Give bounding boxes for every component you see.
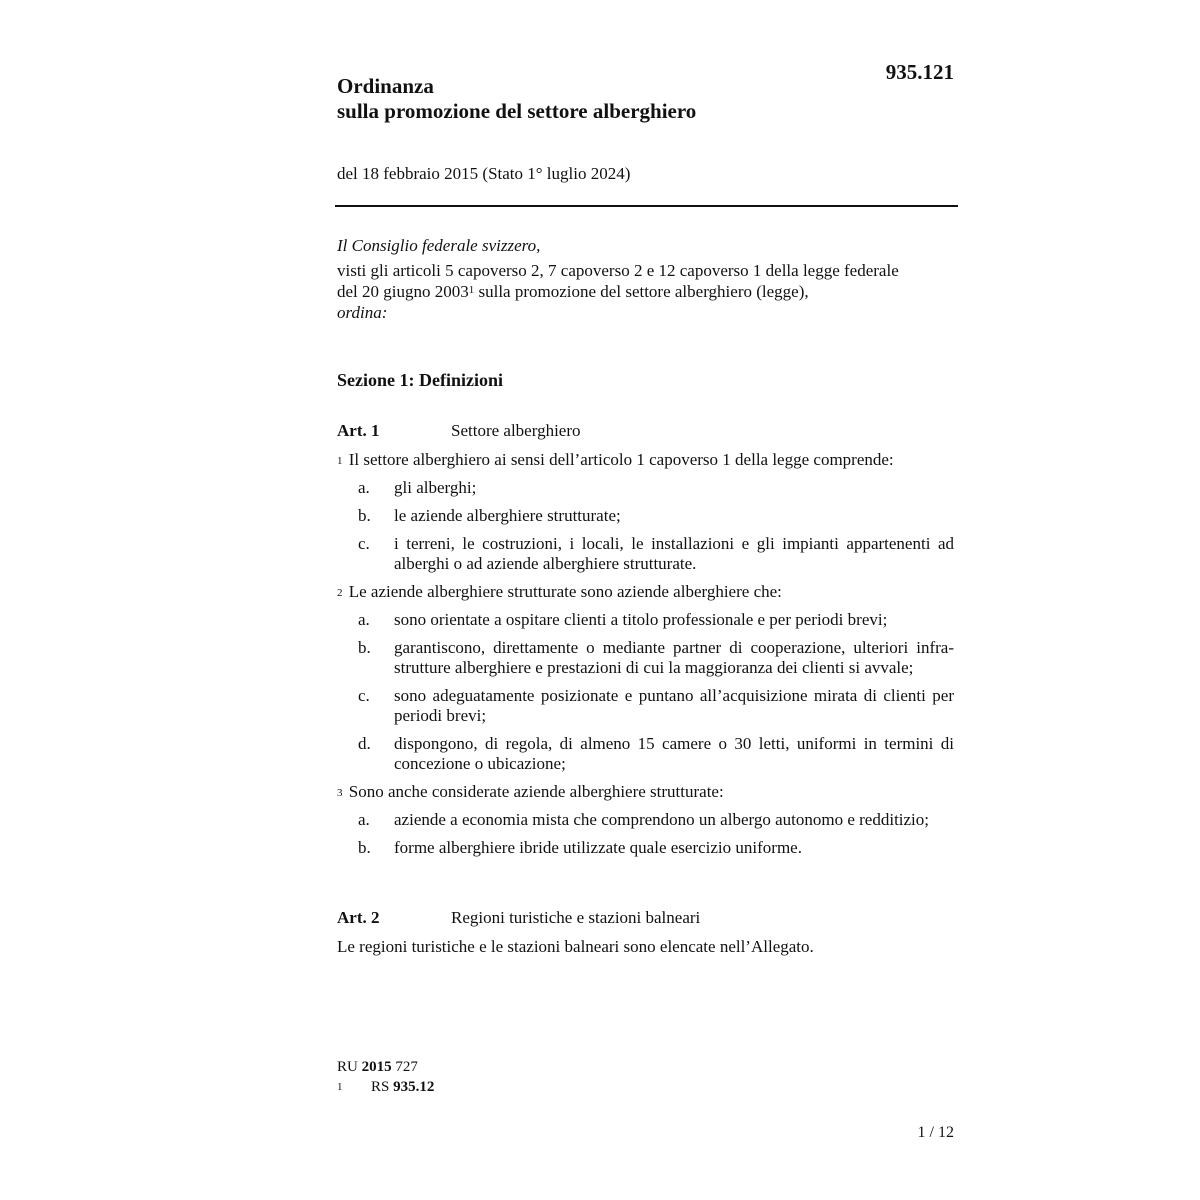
ru-reference — [337, 1057, 434, 1077]
preamble-basis-line-2 — [337, 281, 957, 302]
sr-number: 935.121 — [885, 60, 954, 84]
article-2-body — [337, 937, 954, 965]
footnote-1 — [337, 1077, 434, 1097]
list-item — [337, 638, 954, 678]
list-text: dispongono, di regola, di almeno 15 camere o 30 letti, uniformi in termini di concezione o ubicazione; — [394, 734, 954, 773]
list-item — [337, 838, 954, 858]
paragraph-number: 1 — [337, 455, 343, 467]
article-title: Regioni turistiche e stazioni balneari — [451, 908, 701, 927]
list-text: garantiscono, direttamente o mediante partner di cooperazione, ulteriori infrastrutture alberghiere e prestazioni di cui la maggioranza dei clienti si avvale; — [394, 638, 954, 677]
list-letter: a. — [358, 478, 370, 497]
list-item — [337, 478, 954, 498]
list-item — [337, 686, 954, 726]
article-1-heading — [337, 421, 957, 441]
ru-page: 727 — [391, 1059, 418, 1075]
list-letter: a. — [358, 610, 370, 629]
footnote-prefix: RS — [371, 1079, 394, 1095]
list-letter: b. — [358, 506, 371, 525]
section-heading: Sezione 1: Definizioni — [337, 370, 503, 390]
article-number: Art. 1 — [337, 421, 380, 440]
footnote-reference[interactable]: 1 — [468, 284, 475, 296]
page-number: 1 / 12 — [917, 1124, 954, 1141]
article-2-heading — [337, 908, 957, 928]
footnotes — [337, 1057, 434, 1097]
list-text: gli alberghi; — [394, 478, 477, 497]
ru-year: 2015 — [361, 1059, 392, 1075]
article-1-body — [337, 450, 954, 866]
preamble-basis-line-1: visti gli articoli 5 capoverso 2, 7 capoverso 2 e 12 capoverso 1 della legge federale — [337, 261, 899, 280]
list-letter: d. — [358, 734, 371, 753]
footnote-ref[interactable]: 935.12 — [393, 1079, 435, 1095]
paragraph-text: Le regioni turistiche e le stazioni balneari sono elencate nell’Allegato. — [337, 937, 814, 956]
footnote-mark: 1 — [337, 1081, 343, 1093]
article-number: Art. 2 — [337, 908, 380, 927]
list-item — [337, 734, 954, 774]
paragraph-text: Il settore alberghiero ai sensi dell’articolo 1 capoverso 1 della legge comprende: — [348, 450, 894, 469]
paragraph-1 — [337, 450, 954, 470]
list-letter: a. — [358, 810, 370, 829]
list-letter: b. — [358, 838, 371, 857]
preamble-basis-text-after: sulla promozione del settore alberghiero (legge), — [474, 282, 809, 301]
list-item — [337, 610, 954, 630]
list-text: le aziende alberghiere strutturate; — [394, 506, 621, 525]
list-letter: b. — [358, 638, 371, 657]
paragraph-2 — [337, 582, 954, 602]
list-text: i terreni, le costruzioni, i locali, le installazioni e gli impianti appartenenti ad alberghi o ad aziende alberghiere strutturate. — [394, 534, 954, 573]
list-text: sono orientate a ospitare clienti a titolo professionale e per periodi brevi; — [394, 610, 888, 629]
list-item — [337, 506, 954, 526]
document-date: del 18 febbraio 2015 (Stato 1° luglio 2024) — [337, 164, 631, 183]
ru-prefix: RU — [337, 1059, 362, 1075]
paragraph-number: 2 — [337, 587, 343, 599]
paragraph-text: Le aziende alberghiere strutturate sono aziende alberghiere che: — [348, 582, 782, 601]
list-letter: c. — [358, 686, 370, 705]
paragraph-text: Sono anche considerate aziende alberghiere strutturate: — [348, 782, 724, 801]
title-line-2: sulla promozione del settore alberghiero — [337, 99, 697, 123]
list-text: sono adeguatamente posizionate e puntano all’acquisizione mirata di clienti per periodi brevi; — [394, 686, 954, 725]
preamble-authority: Il Consiglio federale svizzero, — [337, 236, 541, 255]
preamble-basis-text: del 20 giugno 2003 — [337, 282, 469, 301]
list-letter: c. — [358, 534, 370, 553]
document-title — [337, 74, 696, 124]
paragraph-number: 3 — [337, 787, 343, 799]
list-text: forme alberghiere ibride utilizzate quale esercizio uniforme. — [394, 838, 802, 857]
list-text: aziende a economia mista che comprendono un albergo autonomo e redditizio; — [394, 810, 930, 829]
title-line-1: Ordinanza — [337, 74, 434, 98]
paragraph-3 — [337, 782, 954, 802]
preamble — [337, 235, 957, 323]
list-item — [337, 534, 954, 574]
header-divider — [335, 205, 958, 207]
preamble-decree: ordina: — [337, 303, 388, 322]
article-title: Settore alberghiero — [451, 421, 581, 440]
footnote-text — [371, 1077, 434, 1097]
list-item — [337, 810, 954, 830]
